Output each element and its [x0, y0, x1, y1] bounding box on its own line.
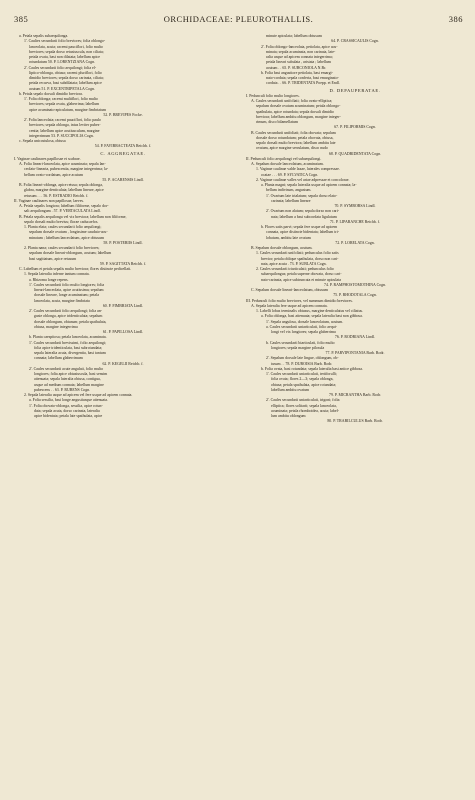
text-line: a. Petala sepalis subaequilonga.: [19, 34, 69, 38]
text-line: brevior; petala oblique spathulata, dorso non cari-: [261, 256, 339, 261]
text-line: 60. P. FIMBRIATA Lindl.: [102, 303, 144, 308]
text-line: nato-cordata; sepala conferta, basi emarginato-: [266, 76, 339, 80]
text-line: a. Folia sessilia, basi longe angustiusque attenuata.: [29, 398, 108, 403]
text-line: 1'. Caulies secundarii folio breviores; folia oblongo-: [24, 39, 106, 44]
text-line: subaequilongus; petala superne obovata, dorso cari-: [261, 272, 342, 277]
text-line: 2'. Caules secundarii acute angulati, folio multo: [29, 366, 104, 371]
text-line: lobatum, ambitu late ovatum: [266, 235, 311, 240]
page-header: [14, 14, 463, 28]
text-line: B. Caules secundarii unifoliati; folia obovata; sepalum: [251, 130, 336, 135]
text-line: A. Sepala lateralia fere usque ad apicem connata.: [251, 303, 328, 308]
text-line: petala recurva, basi subdilatata; labellum apice: [29, 81, 102, 86]
text-line: obtusa; petala spathulata, apice rotundata;: [271, 382, 337, 387]
text-line: 2'. Caules secundarii folio aequilongi; folia el-: [24, 65, 97, 70]
text-line: 1. Labelli lobus terminalis obtusus, margine denticulatus vel ciliatus.: [256, 309, 364, 313]
text-line: acutum . . 65. P. SUBCONIOLA N.Br.: [266, 65, 327, 70]
text-line: II. Pedunculi folio aequilongi vel subaequilongi.: [246, 156, 322, 161]
text-line: integerrimum 53. P. SUCCIPOLIA Cogn.: [29, 133, 94, 138]
text-line: 1. Planta elata; caules secundarii folio aequilongi;: [24, 225, 102, 229]
text-line: 79. P. MICRANTHA Barb. Rodr.: [329, 393, 381, 397]
text-line: sepala lateralia acuta, divergentia, basi tantum: [34, 351, 106, 355]
text-line: 1'. Sepala angulosa, dorsale lanceolatum, acutum.: [266, 319, 344, 324]
section-heading: D. DEPAUPERATAE.: [329, 87, 381, 93]
text-line: B. Folia lineari-oblonga, apice retusa; sepala oblonga,: [19, 183, 103, 187]
text-line: 1. Caules secundarii unifoliati; pedunculus folio satis: [256, 251, 339, 256]
text-line: 80. P. TRABILCULUS Barb. Rodr.: [327, 419, 383, 424]
text-line: 1'. Ovarium late trialatum; sepala dorso elato-: [266, 193, 338, 198]
text-line: 52. P. BREVIPES Focke.: [103, 112, 143, 117]
text-line: obtusa, margine integerrima: [34, 324, 78, 329]
text-line: breviores; sepala oblonga, intus leviter pubes-: [29, 123, 101, 128]
text-line: connata; labellum glaberrimum: [34, 356, 83, 361]
text-line: lanceolata, acuta, margine fimbriata: [34, 298, 90, 303]
text-line: B. Petala sepalis aequilonga vel vix breviora; labellum non filiforme,: [19, 214, 127, 219]
text-line: rimum, disco bilamellatum: [256, 120, 299, 124]
text-line: tusum . . 78. P. DUBOISIA Barb. Rodr.: [271, 361, 333, 366]
text-line: A. Sepalum dorsale lanceolatum, acuminatum.: [251, 162, 324, 166]
text-line: A. Folia lineari-lanceolata, apice acuminata; sepala lan-: [19, 162, 106, 166]
text-line: 2'. Caules secundarii folio aequilongi; folia an-: [29, 309, 102, 313]
text-line: nato-carinata, apice subtruncata et minute apiculata: [261, 277, 341, 282]
text-line: 58. P. POSTERIIS Lindl.: [103, 240, 143, 245]
text-line: 1'. Caules secundarii uniarticulati, tertiforulli;: [266, 372, 337, 376]
text-line: a. Planta magni; sepala lateralia usque ad apicem connata; la-: [261, 183, 357, 187]
section-heading: C. AGGREGATAE.: [100, 150, 146, 156]
text-line: sepalo dorsali multo brevius; florae caducaefos.: [24, 219, 99, 224]
text-line: petala ovata, basi non dilatata; labellum apice: [29, 55, 100, 59]
text-line: b. Caules secundarii biarticulati, folio multo: [266, 340, 335, 345]
text-line: carinata; labellum lineare: [271, 198, 311, 203]
text-line: a. Folia oblonga, basi attenuata; sepala lateralia basi non gibbosa.: [261, 314, 363, 319]
text-line: 68. P. QUADRIDENTATA Cogn.: [328, 151, 382, 156]
text-line: 2. Sepala lateralia usque ad apicem vel fere usque ad apicem connata.: [24, 393, 133, 397]
text-line: ralia usque ad apicem connata integerrima;: [266, 55, 333, 59]
text-line: 1'. Caules secundarii folio multo longiores; folia: [29, 282, 105, 287]
text-line: folia ovata; flores 2—3; sepala oblonga,: [271, 377, 334, 382]
text-line: acutum 51. P. EXCENTRIPETALA Cogn.: [29, 86, 95, 91]
text-line: bellum indivisum, angustum.: [266, 188, 312, 193]
text-line: ceolato-linearia, pubescentia, margine integerrima; la-: [24, 167, 109, 172]
text-line: nata, apice acuta . 73. P. SUBLATA Cogn.: [261, 261, 327, 266]
text-line: 64. P. CRASSICAULIS Cogn.: [331, 39, 379, 44]
text-line: 74. P. RAMPHOSTOMOTHINA Cogn.: [324, 282, 386, 287]
text-line: 61. P. PAPILLOSA Lindl.: [102, 330, 144, 334]
text-line: 2'. Sepalum dorsale late lingue, oblongum, ob-: [266, 356, 339, 361]
text-line: III. Pedunculi folio multo breviores, vel summum dimidio breviores.: [246, 298, 353, 303]
text-line: guste oblonga, apice tridenticulata; sepalum: [34, 314, 103, 319]
text-line: b. Folia basi angustiore petiolata, basi emargi-: [261, 70, 333, 75]
text-line: ocatae . . . 69. P. SYLVATICA Cogn.: [261, 172, 319, 177]
text-line: I. Pedunculi folio multo longiores.: [246, 93, 300, 98]
text-line: 1'. Folia obovato-oblonga, sessilia, apice rotun-: [29, 403, 103, 408]
text-line: II. Vaginae caulinares non papillosae, laeves.: [14, 198, 84, 203]
text-line: C. Labellum et petala sepalis multo breviora; flores distincte pedicellati.: [19, 267, 132, 271]
text-line: apice acuminato-apiculatum, margine fimbriatum: [29, 107, 107, 112]
text-line: longi vel vix longiores; sepala glaberrima: [271, 330, 336, 334]
text-line: minatum ; labellum lanceolatum, apice obtusum: [29, 235, 104, 240]
text-line: breviores; sepala dorso retusiuscula, non ciliata;: [29, 49, 104, 54]
text-line: breviora; labellum ambitu oblongum, margine integer-: [256, 114, 341, 119]
text-line: liptico-oblonga, obtusa; racemi pluriflori, folio: [29, 70, 102, 75]
text-line: cordata . . 66. P. TRIDENTATA Poepp. et Endl.: [266, 81, 340, 86]
text-line: 59. P. SAGITTATA Reichb. f.: [99, 261, 147, 266]
text-line: sepalum dorsale ovatum , longissime caudato-acu-: [29, 230, 108, 235]
text-line: b. Planta caespitosa; petala lanceolata, acuminata.: [29, 335, 107, 340]
text-line: nata; labellum a basi subcordata ligulatum: [271, 214, 337, 219]
text-line: folia apice tridenticulata, basi subrotundata;: [34, 345, 103, 350]
text-line: C. Sepalum dorsale lineari-lanceolatum, obtusum: [251, 288, 328, 292]
text-line: connata, apice distincte bidentata; labellum tri-: [266, 230, 340, 235]
text-line: c. Sepala unicostulosa, obtusa: [19, 139, 66, 143]
running-title: ORCHIDACEAE: PLEUROTHALLIS.: [163, 14, 314, 24]
text-line: centia; labellum apice acutiusculum, margine: [29, 128, 100, 133]
text-line: ovatum, apice margine serrulatum, disco nudo: [256, 146, 328, 151]
text-line: rotundatum 50. P. LORENTZIANA Cogn.: [29, 60, 96, 65]
text-line: 1'. Folia oblonga; racemi multiflori, folio multo: [24, 97, 98, 101]
text-line: elliptica; flores solitarii; sepala lanceolata,: [271, 403, 337, 408]
text-line: pubescens . . 63. P. RUBENS Cogn.: [34, 387, 91, 392]
text-line: 2'. Caules secundarii uniarticulati, trigoni; folia: [266, 398, 340, 403]
text-line: petala lineari subulata , aristata ; labellum: [266, 60, 331, 65]
text-line: 2'. Ovarium non alatum; sepala dorso non cari-: [266, 209, 340, 214]
text-line: A. Petala sepalis longiora; labellum filiforme, sepalo dor-: [19, 204, 109, 208]
text-line: minata; sepala acuminata, non carinata, late-: [266, 49, 336, 54]
text-line: A. Caules secundarii unifoliati; folia ovato-elliptica;: [251, 99, 333, 103]
text-line: sepalum dorsale lineari-oblongum, acutum; labellum: [29, 251, 112, 256]
page-number-right: 386: [448, 14, 463, 24]
text-line: retusum . . . 56. P. ESTRADIO Reichb. f.: [24, 193, 89, 198]
text-line: spathulata, apice rotundata; sepala dorsali dimidio: [256, 109, 335, 114]
text-line: attenuata; sepala lateralia obtusa, contigua,: [34, 377, 101, 382]
text-line: lineari-lanceolata, apice acutissima; sepalum: [34, 288, 104, 292]
text-line: 2. Vaginae caulinae valles vel artae adpressae et concolorae.: [256, 177, 350, 182]
text-line: minute apiculata; labellum obtusum: [266, 34, 322, 38]
text-line: breviores; sepala ovata, glaberrima; labellum: [29, 102, 100, 107]
text-line: lanceolata, acuta; racemi pauciflori, folio multo: [29, 44, 103, 49]
text-line: 1. Sepala lateralia inferne tantum connata.: [24, 272, 90, 277]
text-line: dorsale oblongum, obtusum; petala spathulata,: [34, 319, 107, 324]
text-line: sepalum dorsale ovatum acuminatum; petala oblongo-: [256, 104, 341, 109]
text-line: 70. P. SYMBORSA Lindl.: [334, 204, 376, 208]
text-line: 72. P. LORELATA Cogn.: [335, 240, 375, 245]
text-line: dimidio breviores; sepala dorso carinata, ciliata;: [29, 76, 104, 80]
text-line: 76. P. RODRIANA Lindl.: [334, 335, 376, 340]
text-line: B. Sepalum dorsale oblongum, acutum.: [251, 246, 313, 250]
text-line: sepalo dorsali multo breviora; labellum ambitu late: [256, 141, 336, 145]
text-line: acuminata; petala rhomboidea, acuta; label-: [271, 408, 339, 413]
text-line: I. Vaginae caulinares papillosae et scabrae.: [14, 156, 81, 161]
text-line: sali aequilongum . 57. P. VERTACULATA Lindl.: [24, 209, 101, 214]
text-line: 55. P. ACARENSIS Lindl.: [102, 177, 144, 182]
text-line: a. Rhizoma longe repens.: [29, 277, 69, 282]
text-line: 54. P. FAVIBRACTEATA Reichb. f.: [94, 144, 152, 149]
text-line: apice bidentata; petala late spathulata, apice: [34, 414, 103, 418]
text-line: 75. P. RHODOTALA Cogn.: [333, 293, 377, 298]
text-line: 1. Vaginae caulinae valde laxae, laterales compressae.: [256, 167, 340, 172]
text-line: data; sepala acuta, dorso carinata, lateralia: [34, 408, 100, 413]
text-line: 2. Caules secundarii triarticulati; pedunculus folio: [256, 267, 334, 271]
right-column: [246, 34, 464, 425]
text-line: b. Folia ovata, basi rotundata; sepala lateralia basi antice gibbosa.: [261, 366, 363, 371]
text-line: longiores; sepala margine pilosula: [271, 345, 325, 350]
text-line: longiores; folia apice obtusiuscula, basi sensim: [34, 372, 108, 376]
left-column: [14, 34, 232, 419]
text-line: basi sagittatum, apice retusum: [29, 256, 77, 261]
text-line: 71. P. LIPARANCHE Reichb. f.: [329, 219, 380, 224]
text-line: dorsale dorso rotundatum; petala obovata, obtusa,: [256, 135, 334, 140]
page-number-left: 385: [14, 14, 29, 24]
text-line: 2'. Folia oblongo-lanceolata, petiolata, apice acu-: [261, 44, 338, 49]
text-line: a. Caules secundarii uniarticulati, folio aequi-: [266, 324, 337, 329]
text-line: lum ambitu oblongum: [271, 414, 306, 418]
text-line: bellum ovato-cordatum, apice acutum: [24, 172, 83, 177]
text-line: 67. P. FILIPORMIS Cogn.: [334, 125, 376, 130]
text-line: 77. P. PARVIPONTANIA Barb. Rodr.: [325, 351, 385, 355]
text-line: 2'. Folia lanceolata; racemi pauciflori, folio paulo: [24, 118, 101, 122]
text-line: glabra, margine denticulata; labellum lineare, apice: [24, 188, 104, 193]
text-line: 62. P. KEGELII Reichb. f.: [102, 361, 144, 366]
text-line: b. Flores satis parvi; sepala fere usque ad apicem: [261, 225, 338, 229]
text-line: 2. Planta nana; caules secundarii folio breviores;: [24, 246, 100, 250]
text-line: labellum ambitu ovatum: [271, 387, 310, 392]
text-line: 1'. Caules secundarii brevissimi, folio aequilongi;: [29, 340, 107, 345]
text-line: usque ad medium connata; labellum margine: [34, 382, 104, 387]
text-line: b. Petala sepalo dorsali dimidio breviora.: [19, 91, 83, 96]
text-line: dorsale lineare, longe acuminatum; petala: [34, 293, 99, 298]
